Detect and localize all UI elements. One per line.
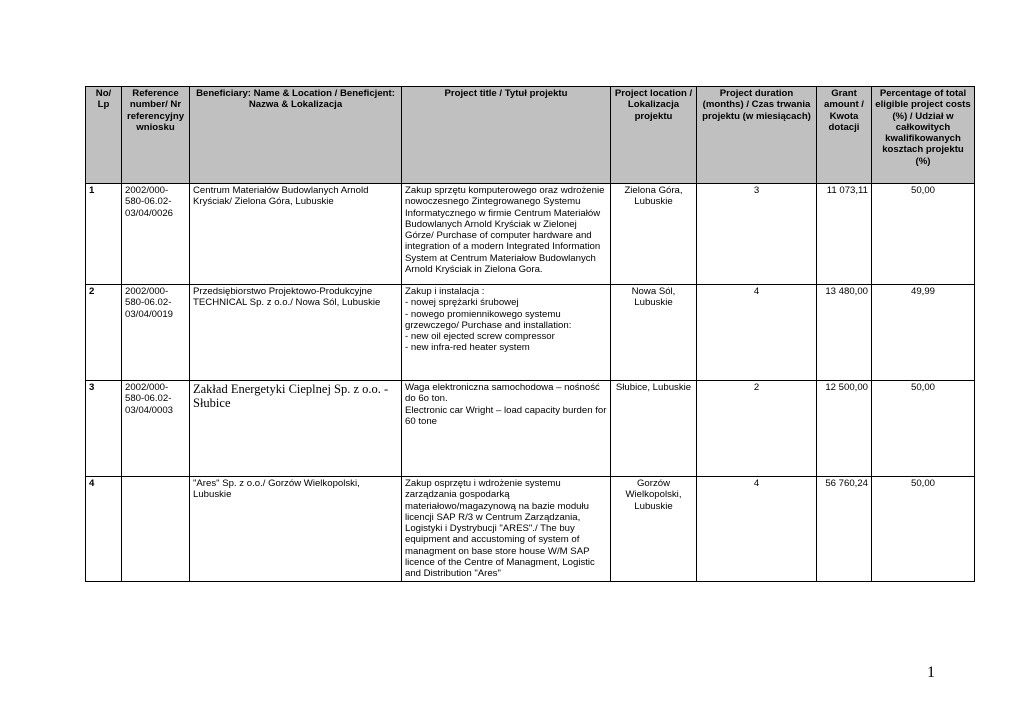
row-number: 3 bbox=[86, 381, 122, 477]
header-row bbox=[86, 87, 975, 184]
project-title-line: Zakup i instalacja : bbox=[405, 286, 485, 297]
reference-number: 2002/000-580-06.02-03/04/0026 bbox=[122, 184, 190, 285]
cost-percentage: 50,00 bbox=[872, 184, 975, 285]
header-location: Project location / Lokalizacja projektu bbox=[611, 87, 697, 184]
beneficiary: Przedsiębiorstwo Projektowo-Produkcyjne TECHNICAL Sp. z o.o./ Nowa Sól, Lubuskie bbox=[190, 285, 402, 381]
header-reference: Reference number/ Nr referencyjny wniosku bbox=[122, 87, 190, 184]
cost-percentage: 49,99 bbox=[872, 285, 975, 381]
grant-amount: 12 500,00 bbox=[817, 381, 872, 477]
cost-percentage: 50,00 bbox=[872, 477, 975, 582]
reference-number: 2002/000-580-06.02-03/04/0003 bbox=[122, 381, 190, 477]
project-title-line: Electronic car Wright – load capacity burden for 60 tone bbox=[405, 404, 607, 427]
project-location: Słubice, Lubuskie bbox=[611, 381, 697, 477]
table-row bbox=[86, 381, 975, 477]
header-grant: Grant amount / Kwota dotacji bbox=[817, 87, 872, 184]
page-number: 1 bbox=[927, 664, 935, 681]
project-title bbox=[402, 285, 611, 381]
project-title-line: - nowej sprężarki śrubowej bbox=[405, 297, 519, 309]
grant-amount: 13 480,00 bbox=[817, 285, 872, 381]
project-location: Zielona Góra, Lubuskie bbox=[611, 184, 697, 285]
reference-number bbox=[122, 477, 190, 582]
projects-table bbox=[85, 86, 975, 582]
row-number: 1 bbox=[86, 184, 122, 285]
header-no: No/ Lp bbox=[86, 87, 122, 184]
header-beneficiary: Beneficiary: Name & Location / Beneficjent: Nazwa & Lokalizacja bbox=[190, 87, 402, 184]
table-row bbox=[86, 285, 975, 381]
grant-amount: 11 073,11 bbox=[817, 184, 872, 285]
row-number: 2 bbox=[86, 285, 122, 381]
grant-amount: 56 760,24 bbox=[817, 477, 872, 582]
table-row bbox=[86, 184, 975, 285]
project-title bbox=[402, 381, 611, 477]
header-title: Project title / Tytuł projektu bbox=[402, 87, 611, 184]
header-percentage: Percentage of total eligible project costs (%) / Udział w całkowitych kwalifikowanych kosztach projektu (%) bbox=[872, 87, 975, 184]
project-duration: 3 bbox=[697, 184, 817, 285]
row-number: 4 bbox=[86, 477, 122, 582]
project-title-line: - new infra-red heater system bbox=[405, 342, 530, 354]
project-duration: 4 bbox=[697, 477, 817, 582]
project-title: Zakup sprzętu komputerowego oraz wdrożenie nowoczesnego Zintegrowanego Systemu Informatycznego w firmie Centrum Materiałów Budowlanych Arnold Kryściak w Zielonej Górze/ Purchase of computer hardware and integration of a modern Integrated Information System at Centrum Materiałow Budowlanych Arnold Kryściak in Zielona Gora. bbox=[402, 184, 611, 285]
reference-number: 2002/000-580-06.02-03/04/0019 bbox=[122, 285, 190, 381]
project-title-line: Waga elektroniczna samochodowa – nośność do 6o ton. bbox=[405, 382, 600, 405]
beneficiary: Centrum Materiałów Budowlanych Arnold Kryściak/ Zielona Góra, Lubuskie bbox=[190, 184, 402, 285]
project-title: Zakup osprzętu i wdrożenie systemu zarządzania gospodarką materiałowo/magazynową na bazie modułu licencji SAP R/3 w Centrum Zarządzania, Logistyki i Dystrybucji "ARES"./ The buy equipment and accustoming of system of managment on base store house W/M SAP licence of the Centre of Managment, Logistic and Distribution "Ares" bbox=[402, 477, 611, 582]
table-row bbox=[86, 477, 975, 582]
beneficiary: Zakład Energetyki Cieplnej Sp. z o.o. - Słubice bbox=[190, 381, 402, 477]
cost-percentage: 50,00 bbox=[872, 381, 975, 477]
beneficiary: "Ares" Sp. z o.o./ Gorzów Wielkopolski, Lubuskie bbox=[190, 477, 402, 582]
header-duration: Project duration (months) / Czas trwania projektu (w miesiącach) bbox=[697, 87, 817, 184]
project-duration: 2 bbox=[697, 381, 817, 477]
project-duration: 4 bbox=[697, 285, 817, 381]
project-location: Nowa Sól, Lubuskie bbox=[611, 285, 697, 381]
project-title-line: - nowego promiennikowego systemu grzewczego/ Purchase and installation: bbox=[405, 308, 572, 331]
project-title-line: - new oil ejected screw compressor bbox=[405, 331, 555, 343]
project-location: Gorzów Wielkopolski, Lubuskie bbox=[611, 477, 697, 582]
